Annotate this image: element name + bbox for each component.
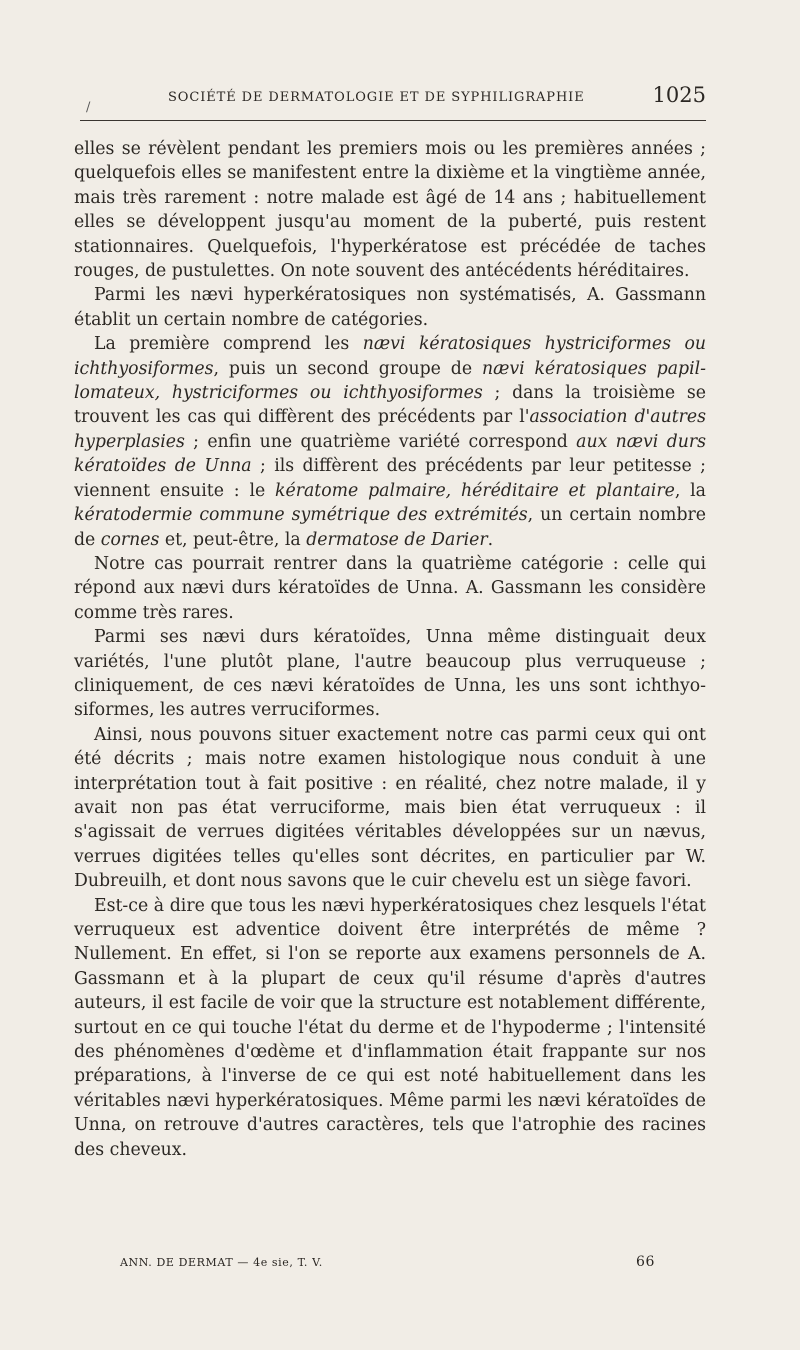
page-header <box>80 78 706 115</box>
paragraph <box>74 894 706 1162</box>
italic-term: cornes <box>100 529 160 550</box>
italic-term: aux nævi durs kératoïdes de Unna <box>74 431 706 477</box>
text-run: Est-ce à dire que tous les nævi hyperkératosiques chez lesquels l'état verruqueux est adventice doivent être interprétés de même ? Nullement. En effet, si l'on se reporte aux examens personnels de A. Gassmann et à la plupart de ceux qu'il résume d'après d'autres auteurs, il est facile de voir que la structure est notablement différente, surtout en ce qui touche l'état du derme et de l'hypoderme ; l'intensité des phénomènes d'œdème et d'inflammation était frappante sur nos préparations, à l'inverse de ce qui est noté habituellement dans les véritables nævi hyperkératosiques. Même parmi les nævi kératoïdes de Unna, on retrouve d'autres caractères, tels que l'atrophie des racines des cheveux. <box>74 895 706 1160</box>
text-run: , un certain nombre de <box>74 505 706 550</box>
paragraph <box>74 552 706 625</box>
paragraph <box>74 723 706 894</box>
paragraph <box>74 332 706 552</box>
italic-term: association d'autres hyperplasies <box>74 407 706 452</box>
text-run: Ainsi, nous pouvons situer exactement notre cas parmi ceux qui ont été décrits ; mais notre examen histologique nous conduit à une interprétation tout à fait positive : en réalité, chez notre malade, il y avait non pas état verruciforme, mais bien état verruqueux : il s'agissait de verrues digitées véritables développées sur un nævus, verrues digitées telles qu'elles sont décrites, en particulier par W. Dubreuilh, et dont nous savons que le cuir chevelu est un siège favori. <box>74 724 706 892</box>
italic-term: nævi kératosiques papillomateux, hystriciformes ou ichthyosiformes <box>74 358 706 404</box>
page-footer <box>120 1256 655 1276</box>
page-number: 1025 <box>652 83 706 107</box>
text-run: ; enfin une quatrième variété correspond <box>184 431 577 452</box>
text-run: Parmi ses nævi durs kératoïdes, Unna même distinguait deux variétés, l'une plutôt plane, l'autre beaucoup plus verruqueuse ; cliniquement, de ces nævi kératoïdes de Unna, les uns sont ichthyosiformes, les autres verruciformes. <box>74 627 706 721</box>
text-run: , la <box>674 480 706 501</box>
text-run: , puis un second groupe de <box>213 358 482 379</box>
signature-mark: 66 <box>635 1254 655 1270</box>
text-run: Notre cas pourrait rentrer dans la quatrième catégorie : celle qui répond aux nævi durs kératoïdes de Unna. A. Gassmann les considère comme très rares. <box>74 553 706 623</box>
body-text <box>74 137 706 1162</box>
paragraph <box>74 283 706 332</box>
italic-term: nævi kératosiques hystriciformes ou ichthyosiformes <box>74 334 707 379</box>
italic-term: kératodermie commune symétrique des extrémités <box>74 505 528 526</box>
text-run: La première comprend les <box>94 334 363 355</box>
running-title: SOCIÉTÉ DE DERMATOLOGIE ET DE SYPHILIGRAPHIE <box>168 90 585 105</box>
text-run: elles se révèlent pendant les premiers mois ou les premières années ; quelquefois elles se manifestent entre la dixième et la vingtième année, mais très rarement : notre malade est âgé de 14 ans ; habituellement elles se développent jusqu'au moment de la puberté, puis restent stationnaires. Quelquefois, l'hyperkératose est précédée de taches rouges, de pustulettes. On note souvent des antécédents héréditaires. <box>74 139 706 282</box>
italic-term: dermatose de Darier <box>306 529 488 550</box>
italic-term: kératome palmaire, héréditaire et plantaire <box>275 480 675 501</box>
text-run: . <box>487 529 494 550</box>
paragraph <box>74 625 706 723</box>
paragraph <box>74 137 706 283</box>
text-run: ; ils diffèrent des précédents par leur petitesse ; viennent ensuite : le <box>74 456 706 501</box>
text-run: et, peut-être, la <box>159 529 307 550</box>
text-run: ; dans la troisième se trouvent les cas qui diffèrent des précédents par l' <box>74 383 707 428</box>
margin-mark: / <box>86 100 91 115</box>
header-rule <box>80 120 706 121</box>
footer-citation: ANN. DE DERMAT — 4e sie, T. V. <box>120 1256 323 1269</box>
text-run: Parmi les nævi hyperkératosiques non systématisés, A. Gassmann établit un certain nombre de catégories. <box>74 285 706 330</box>
